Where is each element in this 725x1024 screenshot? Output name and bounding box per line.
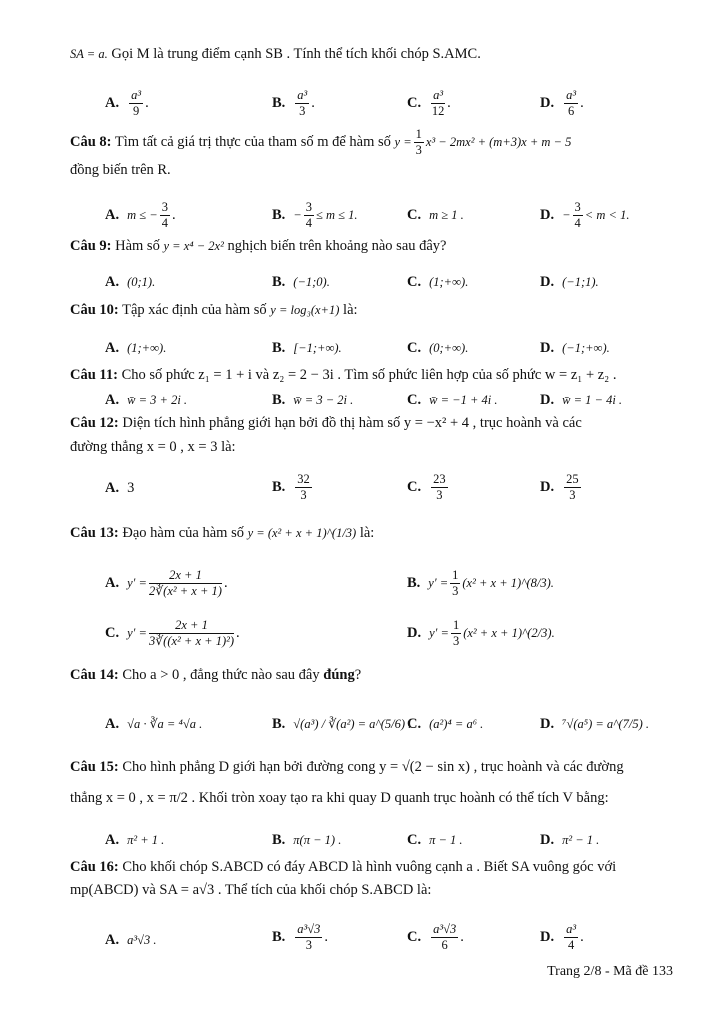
- q7-continuation: [70, 44, 673, 64]
- q11-heading: Câu 11:: [70, 367, 118, 383]
- q13-heading: Câu 13:: [70, 525, 119, 541]
- q9-choice-a[interactable]: A. (0;1).: [105, 274, 156, 290]
- q8-choice-c[interactable]: C. m ≥ 1 .: [407, 207, 464, 223]
- q10-stem: Câu 10: Tập xác định của hàm số y = log₃(x+1) là:: [70, 302, 358, 318]
- q16-heading: Câu 16:: [70, 859, 119, 875]
- q13-choice-c[interactable]: C. y′ = $\frac{2x + 1}{\text{3∛((x² + x + 1)²)}}$ .: [105, 618, 240, 648]
- q8-choice-b[interactable]: B. − $\frac{3}{4}$ ≤ m ≤ 1.: [272, 200, 358, 230]
- page-footer: Trang 2/8 - Mã đề 133: [547, 964, 673, 979]
- q13-choice-b[interactable]: B. y′ = $\frac{1}{3}$ (x² + x + 1)^(8/3).: [407, 568, 554, 598]
- q16-choice-c[interactable]: C. $\frac{\text{a³√3}}{6}$ .: [407, 922, 464, 952]
- q7-choice-a[interactable]: A. $\frac{\text{a³}}{9}$ .: [105, 88, 149, 118]
- q15-choice-c[interactable]: C. π − 1 .: [407, 832, 463, 848]
- q15-choice-a[interactable]: A. π² + 1 .: [105, 832, 165, 848]
- q12-stem: Câu 12: Diện tích hình phẳng giới hạn bởi đồ thị hàm số y = −x² + 4 , trục hoành và các: [70, 415, 582, 431]
- formula-sa: SA = a.: [70, 47, 108, 61]
- q13-choice-a[interactable]: A. y′ = $\frac{2x + 1}{\text{2∛(x² + x + 1)}}$ .: [105, 568, 228, 598]
- q8-heading: Câu 8:: [70, 133, 112, 150]
- q14-stem: Câu 14: Cho a > 0 , đẳng thức nào sau đây đúng?: [70, 667, 362, 683]
- q16-stem: Câu 16: Cho khối chóp S.ABCD có đáy ABCD là hình vuông cạnh a . Biết SA vuông góc với: [70, 859, 617, 875]
- q9-heading: Câu 9:: [70, 238, 112, 254]
- q11-stem: Câu 11: Cho số phức z₁ = 1 + i và z₂ = 2 − 3i . Tìm số phức liên hợp của số phức w = z₁ + z₂ .: [70, 367, 617, 383]
- q10-choice-d[interactable]: D. (−1;+∞).: [540, 340, 610, 356]
- q14-heading: Câu 14:: [70, 667, 119, 683]
- q9-choice-b[interactable]: B. (−1;0).: [272, 274, 330, 290]
- q16-stem-line2: mp(ABCD) và SA = a√3 . Thể tích của khối chóp S.ABCD là:: [70, 882, 432, 898]
- q12-choice-c[interactable]: C. $\frac{23}{3}$: [407, 472, 446, 502]
- q14-choice-d[interactable]: D. ⁷√(a⁵) = a^(7/5) .: [540, 716, 649, 732]
- q8-choice-a[interactable]: A. m ≤ − $\frac{3}{4}$ .: [105, 200, 176, 230]
- q13-stem: Câu 13: Đạo hàm của hàm số y = (x² + x + 1)^(1/3) là:: [70, 525, 375, 541]
- q12-stem-line2: đường thẳng x = 0 , x = 3 là:: [70, 439, 236, 455]
- q14-choice-c[interactable]: C. (a²)⁴ = a⁶ .: [407, 716, 484, 732]
- q12-choice-d[interactable]: D. $\frac{25}{3}$: [540, 472, 579, 502]
- q8-stem-line2: đồng biến trên R.: [70, 162, 171, 178]
- q7-text: Gọi M là trung điểm cạnh SB . Tính thể tích khối chóp S.AMC.: [107, 46, 481, 62]
- q11-choice-d[interactable]: D. w̄ = 1 − 4i .: [540, 392, 623, 408]
- q14-choice-a[interactable]: A. √a · ∛a = ⁴√a .: [105, 716, 203, 732]
- q10-choice-b[interactable]: B. [−1;+∞).: [272, 340, 342, 356]
- q11-choice-a[interactable]: A. w̄ = 3 + 2i .: [105, 392, 188, 408]
- q16-choice-a[interactable]: A. a³√3 .: [105, 932, 157, 948]
- q10-choice-c[interactable]: C. (0;+∞).: [407, 340, 469, 356]
- q12-heading: Câu 12:: [70, 415, 119, 431]
- q16-choice-b[interactable]: B. $\frac{\text{a³√3}}{3}$ .: [272, 922, 329, 952]
- q7-choice-b[interactable]: B. $\frac{\text{a³}}{3}$ .: [272, 88, 315, 118]
- q15-stem-line2: thẳng x = 0 , x = π/2 . Khối tròn xoay tạo ra khi quay D quanh trục hoành có thể tích V bằng:: [70, 790, 609, 806]
- q11-choice-c[interactable]: C. w̄ = −1 + 4i .: [407, 392, 498, 408]
- q12-choice-b[interactable]: B. $\frac{32}{3}$: [272, 472, 310, 502]
- q10-heading: Câu 10:: [70, 302, 119, 318]
- q15-choice-d[interactable]: D. π² − 1 .: [540, 832, 600, 848]
- q11-choice-b[interactable]: B. w̄ = 3 − 2i .: [272, 392, 354, 408]
- q8-stem: Câu 8: Tìm tất cả giá trị thực của tham số m để hàm số y = $\frac{1}{3}$ x³ − 2mx² + (m+3)x + m − 5: [70, 127, 572, 157]
- q15-choice-b[interactable]: B. π(π − 1) .: [272, 832, 342, 848]
- q7-choice-d[interactable]: D. $\frac{\text{a³}}{6}$ .: [540, 88, 584, 118]
- q10-choice-a[interactable]: A. (1;+∞).: [105, 340, 167, 356]
- q14-choice-b[interactable]: B. √(a³) / ∛(a²) = a^(5/6) .: [272, 716, 412, 732]
- q15-heading: Câu 15:: [70, 759, 119, 775]
- q7-choice-c[interactable]: C. $\frac{\text{a³}}{12}$ .: [407, 88, 451, 118]
- q16-choice-d[interactable]: D. $\frac{\text{a³}}{4}$ .: [540, 922, 584, 952]
- q9-stem: Câu 9: Hàm số y = x⁴ − 2x² nghịch biến trên khoảng nào sau đây?: [70, 238, 447, 254]
- q8-choice-d[interactable]: D. − $\frac{3}{4}$ < m < 1.: [540, 200, 630, 230]
- q9-choice-c[interactable]: C. (1;+∞).: [407, 274, 469, 290]
- q12-choice-a[interactable]: A. 3: [105, 480, 135, 496]
- q13-choice-d[interactable]: D. y′ = $\frac{1}{3}$ (x² + x + 1)^(2/3).: [407, 618, 555, 648]
- q15-stem: Câu 15: Cho hình phẳng D giới hạn bởi đường cong y = √(2 − sin x) , trục hoành và các đường: [70, 759, 624, 775]
- q9-choice-d[interactable]: D. (−1;1).: [540, 274, 599, 290]
